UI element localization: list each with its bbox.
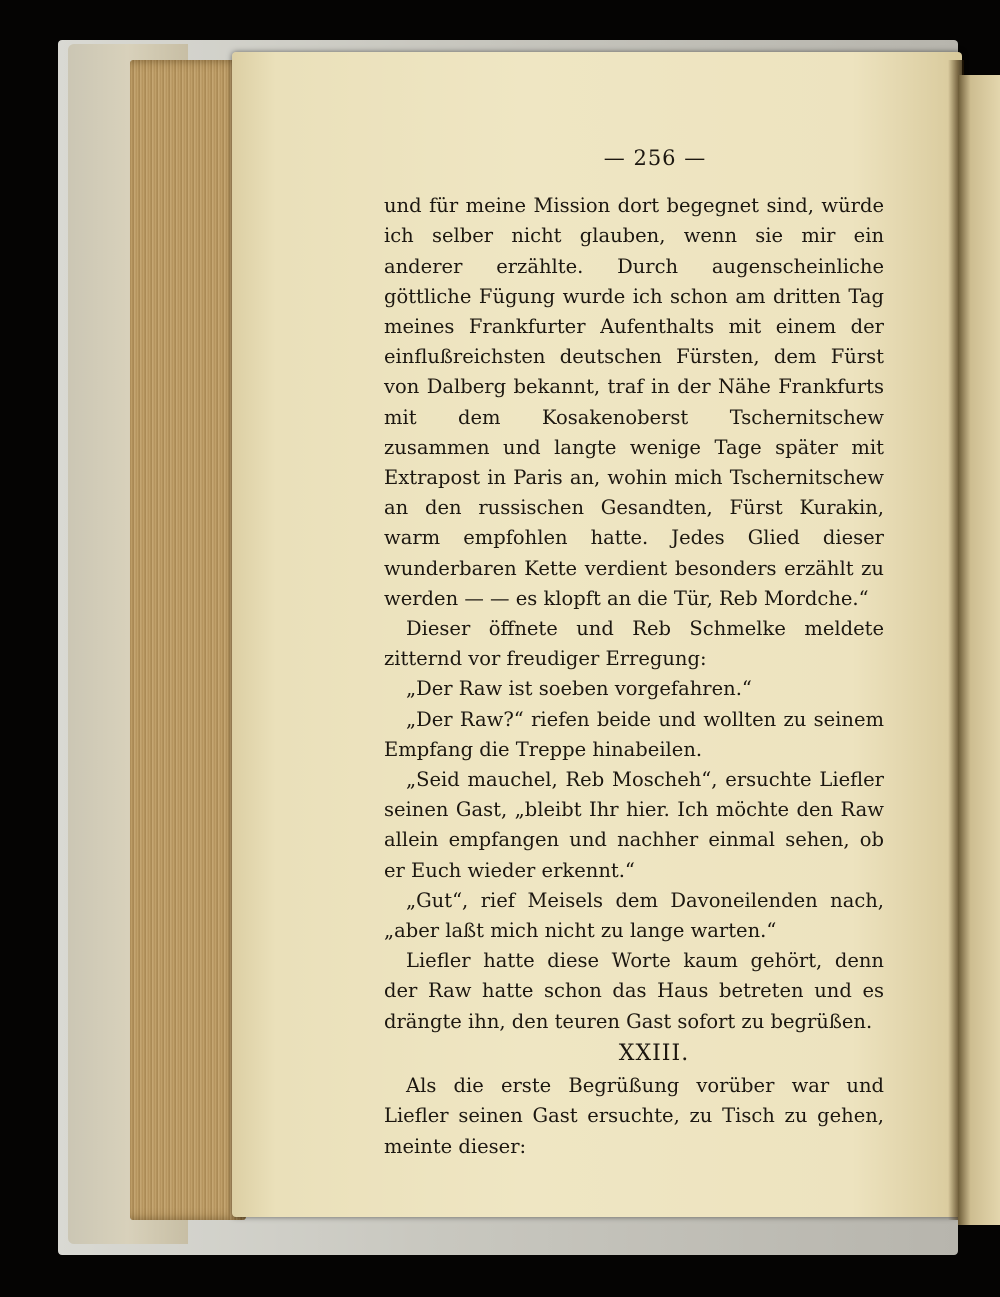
paragraph: Als die erste Begrüßung vorüber war und Liefler seinen Gast ersuchte, zu Tisch zu gehen, meinte dieser: bbox=[384, 1074, 884, 1158]
chapter-heading: XXIII. bbox=[618, 1040, 690, 1066]
paragraph: „Der Raw?“ riefen beide und wollten zu seinem Empfang die Treppe hinabeilen. bbox=[384, 707, 884, 761]
paragraph: „Gut“, rief Meisels dem Davoneilenden nach, „aber laßt mich nicht zu lange warten.“ bbox=[384, 888, 884, 943]
paragraph: Dieser öffnete und Reb Schmelke meldete zitternd vor freudiger Erregung: bbox=[384, 617, 884, 671]
page-edges bbox=[130, 60, 246, 1220]
page-text bbox=[384, 143, 884, 1162]
paragraph: „Seid mauchel, Reb Moscheh“, ersuchte Liefler seinen Gast, „bleibt Ihr hier. Ich möchte den Raw allein empfangen und nachher einmal sehen, ob er Euch wieder erkennt.“ bbox=[384, 768, 884, 882]
page-number: — 256 — bbox=[603, 146, 707, 170]
paragraph: „Der Raw ist soeben vorgefahren.“ bbox=[406, 677, 752, 701]
facing-page-edge bbox=[958, 75, 1000, 1225]
paragraph: Liefler hatte diese Worte kaum gehört, denn der Raw hatte schon das Haus betreten und es drängte ihn, den teuren Gast sofort zu begrüßen. bbox=[384, 949, 884, 1033]
paragraph: und für meine Mission dort begegnet sind, würde ich selber nicht glauben, wenn sie mir ein anderer erzählte. Durch augenscheinliche göttliche Fügung wurde ich schon am dritten Tag meines Frankfurter Aufenthalts mit einem der einflußreichsten deutschen Fürsten, dem Fürst von Dalberg bekannt, traf in der Nähe Frankfurts mit dem Kosakenoberst Tschernitschew zusammen und langte wenige Tage später mit Extrapost in Paris an, wohin mich Tschernitschew an den russischen Gesandten, Fürst Kurakin, warm empfohlen hatte. Jedes Glied dieser wunderbaren Kette verdient besonders erzählt zu werden — — es klopft an die Tür, Reb Mordche.“ bbox=[384, 194, 884, 610]
